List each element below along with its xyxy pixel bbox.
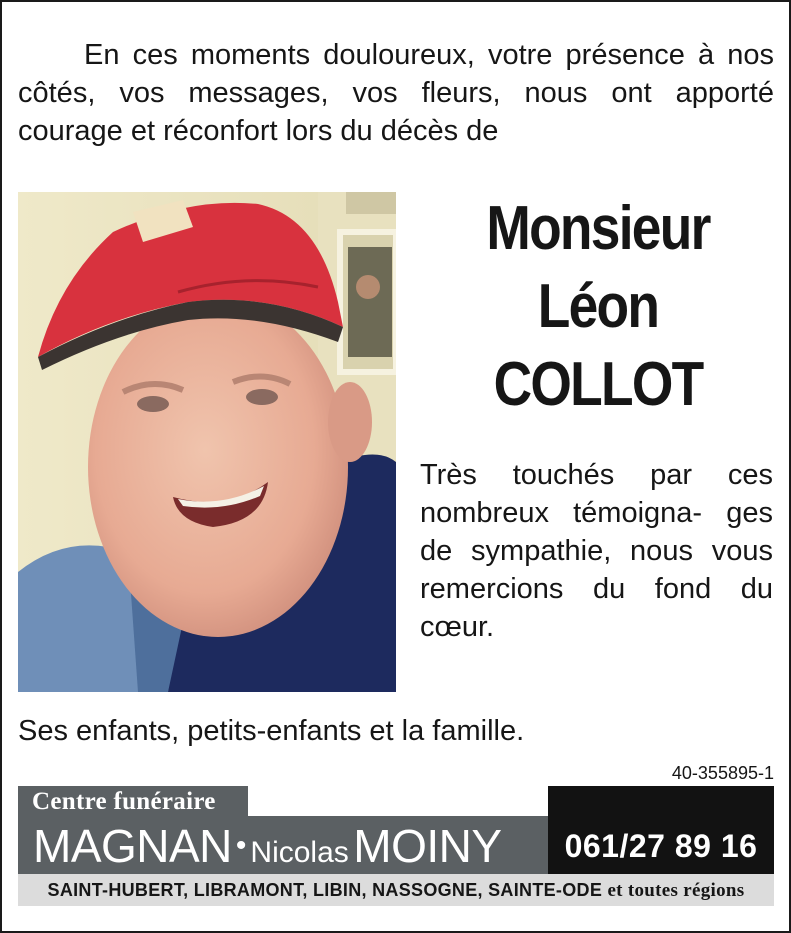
portrait-photo-icon [18,192,396,692]
intro-text: En ces moments douloureux, votre présence à nos côtés, vos messages, vos fleurs, nous ont apporté courage et réconfort lors du décès de [18,39,774,147]
deceased-title: Monsieur [486,194,710,263]
phone-number: 061/27 89 16 [564,828,758,864]
deceased-name [450,190,746,424]
intro-paragraph [18,36,774,150]
deceased-last-name: COLLOT [493,350,703,419]
reference-number: 40-355895-1 [671,763,774,783]
regions-bar [18,874,774,906]
thanks-paragraph: Très touchés par ces nombreux témoigna- ges de sympathie, nous vous remercions du fond du cœur. [420,459,773,643]
name-primary: MAGNAN [33,820,232,872]
bullet-separator: • [235,829,247,862]
name-last: MOINY [353,820,502,872]
family-signature: Ses enfants, petits-enfants et la famille. [18,715,525,747]
portrait-photo [18,192,396,692]
regions-tail: et toutes régions [607,880,745,901]
banner-gap [248,786,548,816]
funeral-centre-label: Centre funéraire [32,788,216,815]
regions-cities: SAINT-HUBERT, LIBRAMONT, LIBIN, NASSOGNE, SAINTE-ODE [47,880,603,900]
deceased-first-name: Léon [537,272,659,341]
name-first: Nicolas [250,836,349,869]
